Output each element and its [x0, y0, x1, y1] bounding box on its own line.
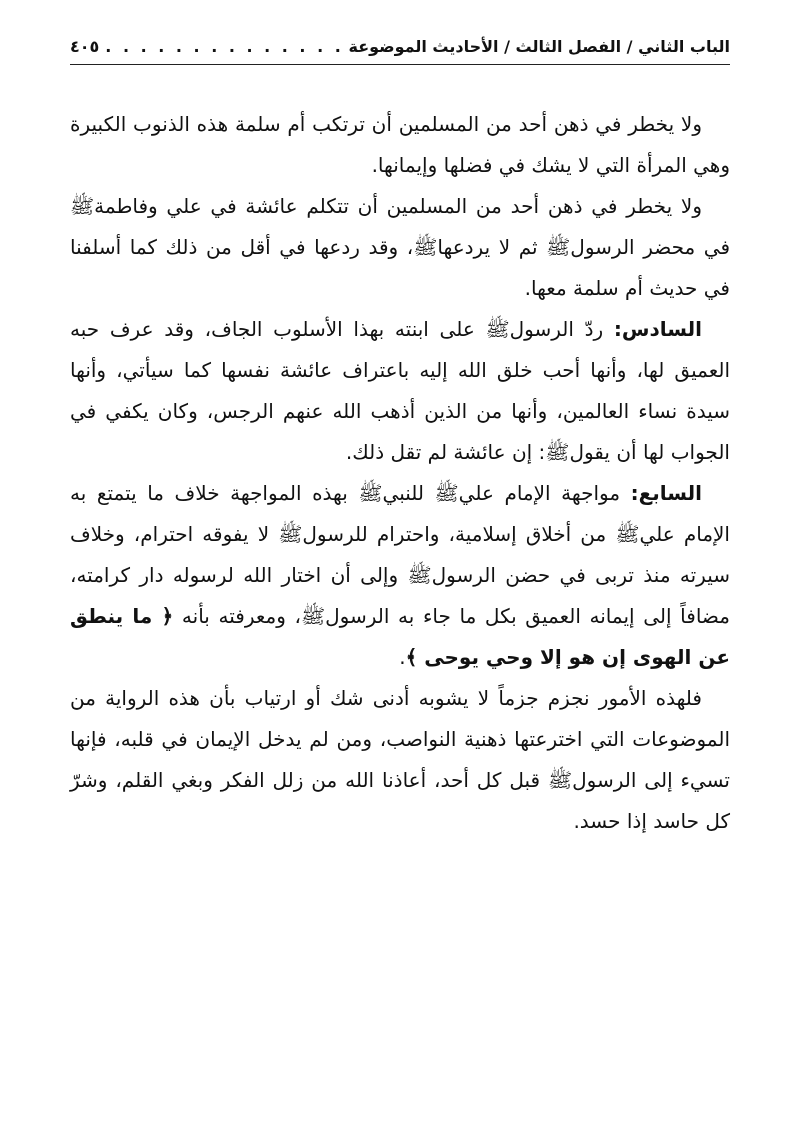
chapter-title: الباب الثاني / الفصل الثالث / الأحاديث الموضوعة [348, 37, 730, 56]
paragraph-text: ردّ الرسولﷺ على ابنته بهذا الأسلوب الجاف، وقد عرف حبه العميق لها، وأنها أحب خلق الله إليه باعتراف عائشة نفسها كما سيأتي، وأنها سيدة نساء العالمين، وأنها من الذين أذهب الله عنهم الرجس، وكان يكفي في الجواب لها أن يقولﷺ: إن عائشة لم تقل ذلك. [70, 317, 730, 464]
paragraph-text: مواجهة الإمام عليﷺ للنبيﷺ بهذه المواجهة خلاف ما يتمتع به الإمام عليﷺ من أخلاق إسلامية، واحترام للرسولﷺ لا يفوقه احترام، وخلاف سيرته منذ تربى في حضن الرسولﷺ وإلى أن اختار الله لرسوله دار كرامته، مضافاً إلى إيمانه العميق بكل ما جاء به الرسولﷺ، ومعرفته بأنه [70, 481, 730, 628]
paragraph [70, 104, 730, 186]
header-rule [70, 64, 730, 65]
paragraph-text: فلهذه الأمور نجزم جزماً لا يشوبه أدنى شك أو ارتياب بأن هذه الرواية من الموضوعات التي اخترعتها ذهنية النواصب، ومن لم يدخل الإيمان في قلبه، فإنها تسيء إلى الرسولﷺ قبل كل أحد، أعاذنا الله من زلل الفكر وبغي القلم، وشرّ كل حاسد إذا حسد. [70, 686, 730, 833]
running-header [70, 34, 730, 60]
paragraph [70, 473, 730, 678]
paragraph [70, 309, 730, 473]
paragraph-tail: . [399, 645, 406, 669]
paragraph [70, 678, 730, 842]
paragraph-lead: السابع: [630, 481, 702, 505]
paragraph-lead: السادس: [613, 317, 702, 341]
page-number: ٤٠٥ [70, 37, 100, 56]
quran-quote: ﴿ ما ينطق عن الهوى إن هو إلا وحي يوحى ﴾ [70, 604, 730, 669]
page-body [70, 104, 730, 842]
paragraph-text: ولا يخطر في ذهن أحد من المسلمين أن ترتكب أم سلمة هذه الذنوب الكبيرة وهي المرأة التي لا يشك في فضلها وإيمانها. [70, 112, 730, 177]
dot-leader [105, 34, 342, 60]
paragraph [70, 186, 730, 309]
paragraph-text: ولا يخطر في ذهن أحد من المسلمين أن تتكلم عائشة في علي وفاطمةﷺ في محضر الرسولﷺ ثم لا يردعهاﷺ، وقد ردعها في أقل من ذلك كما أسلفنا في حديث أم سلمة معها. [70, 194, 730, 300]
